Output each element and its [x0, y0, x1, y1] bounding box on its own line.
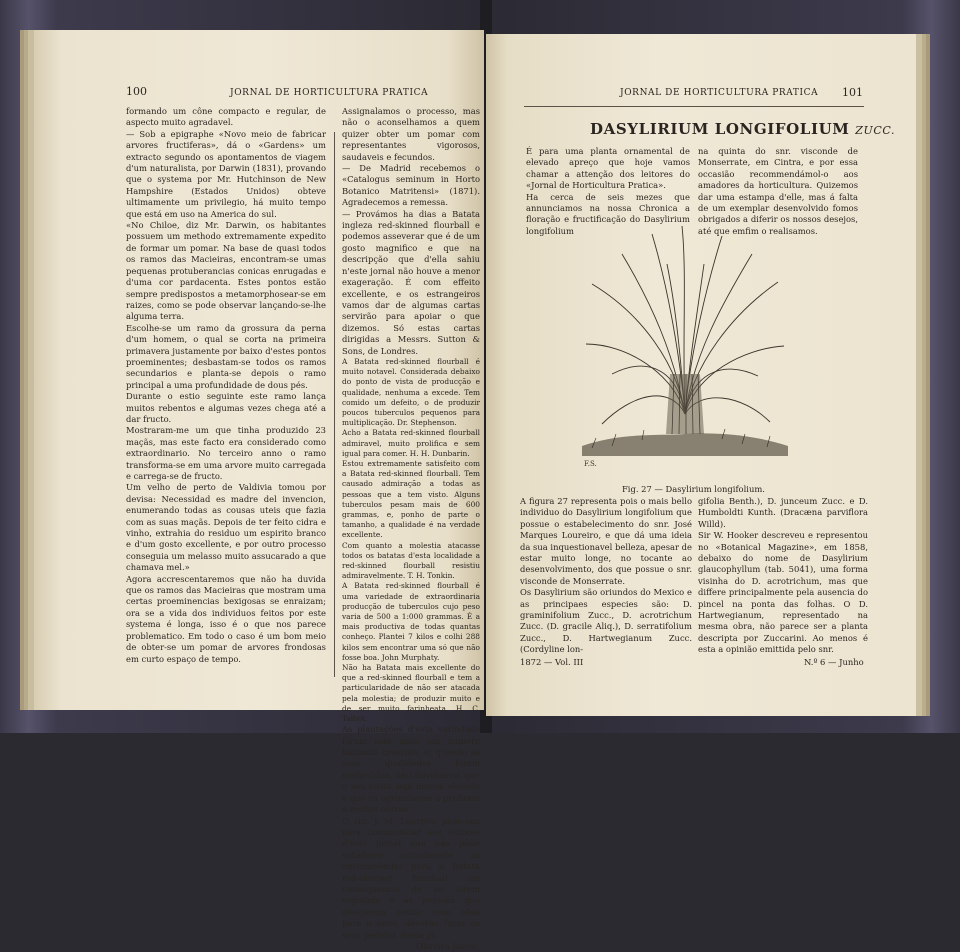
testimonial: Não ha Batata mais excellente do que a red-skinned flourball e tem a particularidade de não ser atacada pela molestia; de produzir muito e de ser muito farinheata. H. C. Talbot.	[342, 663, 480, 724]
figure-caption: Fig. 27 — Dasylirium longifolium.	[622, 484, 765, 494]
paragraph: Um velho de perto de Valdivia tomou por devisa: Necessidad es madre del invencion, enumerando todas as cousas uteis que fazia com as suas maçãs. Depois de ter feito cidra e vinho, extrahia do residuo um espirito branco e d'um gosto excellente, e por outro processo conseguia um melasso muito assucarado a que chamava mel.»	[126, 482, 326, 573]
paragraph: formando um cône compacto e regular, de aspecto muito agradavel.	[126, 106, 326, 128]
paragraph: Agora accrescentaremos que não ha duvida que os ramos das Macieiras que mostram uma certas proeminencias bexigosas se enraizam; ora se a vida dos individuos feitos por este systema é longa, isso é o que nos parece problematico. Em todo o caso é um bom meio de obter-se um pomar de arvores frondosas em curto espaço de tempo.	[126, 573, 326, 664]
paragraph: As plantações d'esta variedade foram este anno em numero bastante crescido, e, quando as suas qualidades forem conhecidas, não duvidamos que o seu custo seja menos elevado e que os agricultores a prefiram a muitas outras.	[342, 724, 480, 815]
column-rule	[334, 132, 335, 677]
signature: Oliveira Junior.	[416, 940, 480, 951]
paragraph: — Provámos ha dias a Batata ingleza red-skinned flourball e podemos asseverar que é de um gosto magnifico e que na descripção que d'ella sahiu n'este jornal não houve a menor exageração. É com effeito excellente, e os estrangeiros vamos dar de algumas cartas servirão para apoiar o que dizemos. Só estas cartas dirigidas a Messrs. Sutton & Sons, de Londres.	[342, 208, 480, 356]
paragraph: Escolhe-se um ramo da grossura da perna d'um homem, o qual se corta na primeira primavera justamente por baixo d'estes pontos proeminentes; desbastam-se todos os ramos secundarios e planta-se depois o ramo principal a uma profundidade de dous pés.	[126, 322, 326, 390]
paragraph: — Sob a epigraphe «Novo meio de fabricar arvores fructiferas», dá o «Gardens» um extracto segundo os apontamentos de viagem d'um naturalista, por Darwin (1831), provando que o systema por Mr. Hutchinson de New Hampshire (Estados Unidos) obteve ultimamente um privilegio, há muito tempo que está em uso na America do sul.	[126, 128, 326, 219]
article-title-text: DASYLIRIUM LONGIFOLIUM	[590, 120, 850, 138]
paragraph: Os Dasylirium são oriundos do Mexico e as principaes especies são: D. graminifolium Zucc., D. acrotrichum Zucc. (D. gracile Aliq.), D. serratifolium Zucc., D. Hartwegianum Zucc. (Cordyline lon-	[520, 587, 692, 655]
head-rule	[524, 106, 864, 107]
article-title-author: ZUCC.	[855, 124, 896, 137]
plant-illustration	[582, 224, 788, 469]
paragraph: na quinta do snr. visconde de Monserrate, em Cintra, e por essa occasião recommendámol-o aos amadores da horticultura. Quizemos dar uma estampa d'elle, mas á falta de um exemplar desenvolvido fomos obrigados a diferir os nossos desejos, até que emfim o realisamos.	[698, 146, 858, 236]
footer-volume: 1872 — Vol. III	[520, 657, 584, 667]
testimonial: Acho a Batata red-skinned flourball admiravel, muito prolifica e sem igual para comer. H. H. Dunbarin.	[342, 428, 480, 458]
paragraph: A figura 27 representa pois o mais bello individuo do Dasylirium longifolium que possue o estabelecimento do snr. José Marques Loureiro, e que dá uma ideia da sua inquestionavel belleza, apesar de estar muito longe, no tocante ao desenvolvimento, dos que possue o snr. visconde de Monserrate.	[520, 496, 692, 586]
testimonial: Estou extremamente satisfeito com a Batata red-skinned flourball. Tem causado admiração a todas as pessoas que a tem visto. Alguns tuberculos pesam mais de 600 grammas, e, ponho de parte o tamanho, a qualidade é na verdade excellente.	[342, 458, 480, 540]
left-column-1	[126, 106, 326, 665]
testimonial: A Batata red-skinned flourball é muito notavel. Considerada debaixo do ponto de vista de producção e qualidade, nenhuma a excede. Tem comido um defeito, o de produzir poucos tuberculos pequenos para multiplicação. Dr. Stephenson.	[342, 356, 480, 428]
footer-issue: N.º 6 — Junho	[804, 657, 864, 667]
running-head-left: JORNAL DE HORTICULTURA PRATICA	[230, 88, 429, 98]
paragraph: Mostraram-me um que tinha produzido 23 maçãs, mas este facto era considerado como extraordinario. No terceiro anno o ramo transforma-se em uma arvore muito carregada e carrega-se de fructo.	[126, 425, 326, 481]
paragraph: Ha cerca de seis mezes que annunciamos na nossa Chronica a floração e fructificação do Dasylirium longifolium	[526, 191, 690, 236]
paragraph: Durante o estio seguinte este ramo lança muitos rebentos e algumas vezes chega até a dar fructo.	[126, 391, 326, 424]
paragraph: «No Chiloe, diz Mr. Darwin, os habitantes possuem um methodo extremamente expedito de formar um pomar. Na base de quasi todos os ramos das Macieiras, encontram-se umas pequenas protuberancias conicas enrugadas e d'uma cor pardacenta. Estes pontos estão sempre predispostos a metamorphosear-se em raizes, como se pode observar lançando-se-lhe alguma terra.	[126, 220, 326, 322]
right-page	[486, 34, 916, 716]
page-number-left: 100	[126, 85, 147, 98]
engraver-mark: F.S.	[584, 460, 597, 468]
paragraph: Assignalamos o processo, mas não o aconselhamos a quem quizer obter um pomar com representantes vigorosos, saudaveis e fecundos.	[342, 106, 480, 162]
page-number-right: 101	[842, 86, 863, 99]
paragraph: gifolia Benth.), D. junceum Zucc. e D. Humboldti Kunth. (Dracæna parviflora Willd).	[698, 496, 868, 529]
testimonial: Com quanto a molestia atacasse todos os batatas d'esta localidade a red-skinned flourball resistiu admiravelmente. T. H. Tonkin.	[342, 540, 480, 581]
article-title	[590, 120, 895, 138]
testimonial: A Batata red-skinned flourball é uma variedade de extraordinaria producção de tuberculos cujo peso varia de 500 a 1:000 grammas. É a mais productiva de todas quantas conheço. Plantei 7 kilos e colhi 288 kilos sem encontrar uma só que não fosse boa. John Murphaty.	[342, 581, 480, 662]
running-head-right: JORNAL DE HORTICULTURA PRATICA	[620, 88, 819, 98]
paragraph: O snr. J. M. Loureiro pede-nos para communicar aos leitores d'este jornal que não pôde satisfazer actualmente as encommendas para a Batata red-skinned flourball em consequencia de se terem esgotado e as pessoas que desejarem contar com ellas para o anno, deverão fazer os seus pedidos desde já.	[342, 815, 480, 940]
body-column-1	[520, 496, 692, 656]
paragraph: É para uma planta ornamental de elevado apreço que hoje vamos chamar a attenção dos leitores do «Jornal de Horticultura Pratica».	[526, 146, 690, 191]
paragraph: Sir W. Hooker descreveu e representou no «Botanical Magazine», em 1858, debaixo do nome de Dasylirium glaucophyllum (tab. 5041), uma forma visinha do D. acrotrichum, mas que differe principalmente pela ausencia do pincel na ponta das folhas. O D. Hartwegianum, representado na mesma obra, não parece ser a planta descripta por Zuccarini. Ao menos é esta a opinião emittida pelo snr.	[698, 530, 868, 655]
body-column-2	[698, 496, 868, 656]
paragraph: — De Madrid recebemos o «Catalogus seminum in Horto Botanico Matritensi» (1871). Agradecemos a remessa.	[342, 163, 480, 208]
left-page	[34, 30, 484, 951]
left-column-2	[342, 106, 480, 952]
